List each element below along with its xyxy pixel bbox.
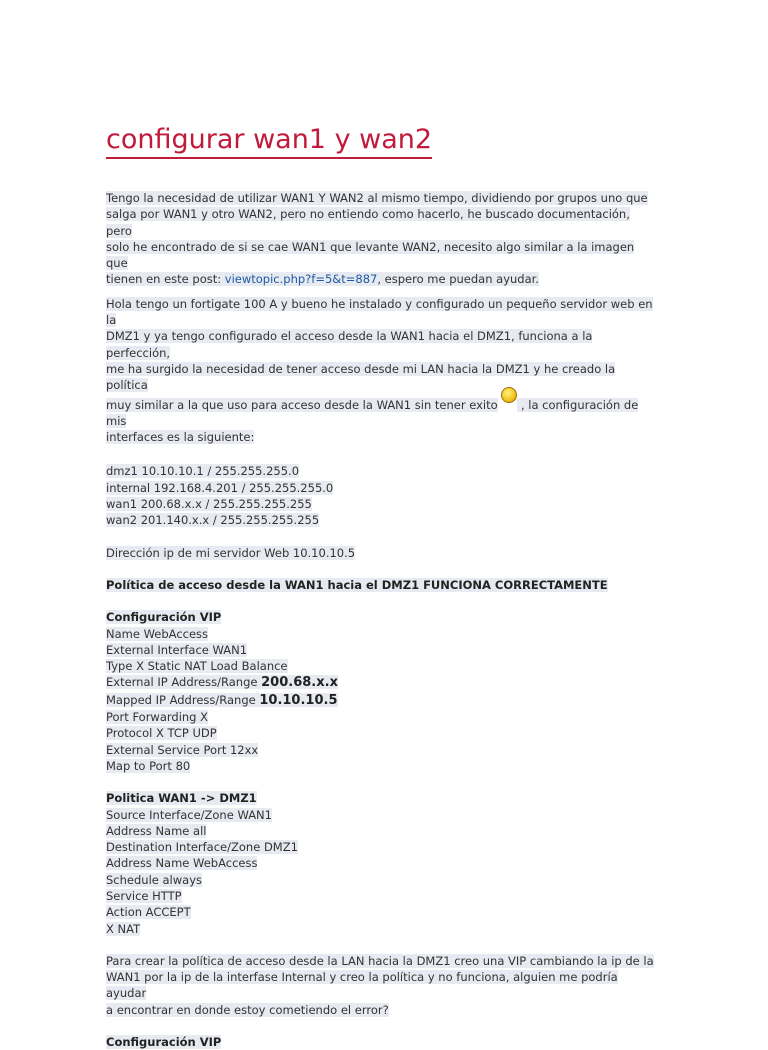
- interface-item: dmz1 10.10.10.1 / 255.255.255.0: [106, 464, 300, 479]
- policy-config: [106, 790, 654, 937]
- post-content: [106, 190, 654, 1050]
- p3-line-2: WAN1 por la ip de la interfase Internal y creo la política y no funciona, alguien me podría ayudar: [106, 970, 618, 1001]
- vip-heading: Configuración VIP: [106, 610, 222, 625]
- p2-line-5: interfaces es la siguiente:: [106, 430, 255, 445]
- policy-item: Source Interface/Zone WAN1: [106, 807, 272, 822]
- vip2-heading: Configuración VIP: [106, 1035, 222, 1050]
- interface-item: wan2 201.140.x.x / 255.255.255.255: [106, 513, 320, 528]
- policy-item: Destination Interface/Zone DMZ1: [106, 840, 298, 855]
- vip-config: [106, 609, 654, 774]
- policy-item: Address Name all: [106, 823, 207, 838]
- p1-line-2: salga por WAN1 y otro WAN2, pero no entiendo como hacerlo, he buscado documentación, pero: [106, 207, 630, 238]
- paragraph-2: [106, 296, 654, 446]
- p2-line-4-a: muy similar a la que uso para acceso desde la WAN1 sin tener exito: [106, 397, 498, 412]
- vip-external-ip-label: External IP Address/Range: [106, 675, 262, 690]
- smiley-icon: [501, 387, 517, 403]
- viewtopic-link[interactable]: viewtopic.php?f=5&t=887: [224, 272, 378, 287]
- vip-protocol: Protocol X TCP UDP: [106, 726, 217, 741]
- policy-item: Address Name WebAccess: [106, 856, 258, 871]
- vip-external-service-port: External Service Port 12xx: [106, 742, 259, 757]
- p1-line-4-b: , espero me puedan ayudar.: [377, 272, 539, 287]
- vip-name: Name WebAccess: [106, 626, 209, 641]
- page-title: configurar wan1 y wan2: [106, 124, 432, 159]
- policy-item: Schedule always: [106, 872, 202, 887]
- vip-external-ip-value: 200.68.x.x: [261, 675, 338, 691]
- vip-map-to-port: Map to Port 80: [106, 758, 191, 773]
- server-ip: Dirección ip de mi servidor Web 10.10.10.5: [106, 545, 356, 560]
- p1-line-1: Tengo la necesidad de utilizar WAN1 Y WAN2 al mismo tiempo, dividiendo por grupos uno que: [106, 191, 648, 205]
- paragraph-3: [106, 953, 654, 1018]
- p3-line-1: Para crear la política de acceso desde la LAN hacia la DMZ1 creo una VIP cambiando la ip de la: [106, 953, 654, 968]
- p2-line-1: Hola tengo un fortigate 100 A y bueno he instalado y configurado un pequeño servidor web en la: [106, 296, 653, 328]
- vip-type: Type X Static NAT Load Balance: [106, 659, 288, 674]
- policy-heading: Politica WAN1 -> DMZ1: [106, 791, 257, 806]
- p1-line-4-a: tienen en este post:: [106, 272, 225, 287]
- vip-mapped-ip-label: Mapped IP Address/Range: [106, 692, 260, 707]
- interfaces-list: [106, 463, 654, 528]
- policy-item: Service HTTP: [106, 888, 182, 903]
- p1-line-3: solo he encontrado de si se cae WAN1 que levante WAN2, necesito algo similar a la imagen que: [106, 239, 635, 271]
- policy-item: Action ACCEPT: [106, 905, 191, 920]
- p2-line-2: DMZ1 y ya tengo configurado el acceso desde la WAN1 hacia el DMZ1, funciona a la perfección,: [106, 329, 593, 360]
- interface-item: internal 192.168.4.201 / 255.255.255.0: [106, 480, 334, 495]
- p2-line-4-b: , la configuración de mis: [106, 397, 639, 428]
- policy-item: X NAT: [106, 921, 141, 936]
- policy-working-heading: Política de acceso desde la WAN1 hacia el DMZ1 FUNCIONA CORRECTAMENTE: [106, 577, 608, 592]
- vip-external-interface: External Interface WAN1: [106, 642, 248, 657]
- vip-mapped-ip-value: 10.10.10.5: [259, 692, 338, 708]
- interface-item: wan1 200.68.x.x / 255.255.255.255: [106, 497, 312, 512]
- p3-line-3: a encontrar en donde estoy cometiendo el error?: [106, 1002, 389, 1017]
- paragraph-1: [106, 190, 654, 288]
- p2-line-3: me ha surgido la necesidad de tener acceso desde mi LAN hacia la DMZ1 y he creado la política: [106, 361, 616, 393]
- vip-port-forwarding: Port Forwarding X: [106, 710, 209, 725]
